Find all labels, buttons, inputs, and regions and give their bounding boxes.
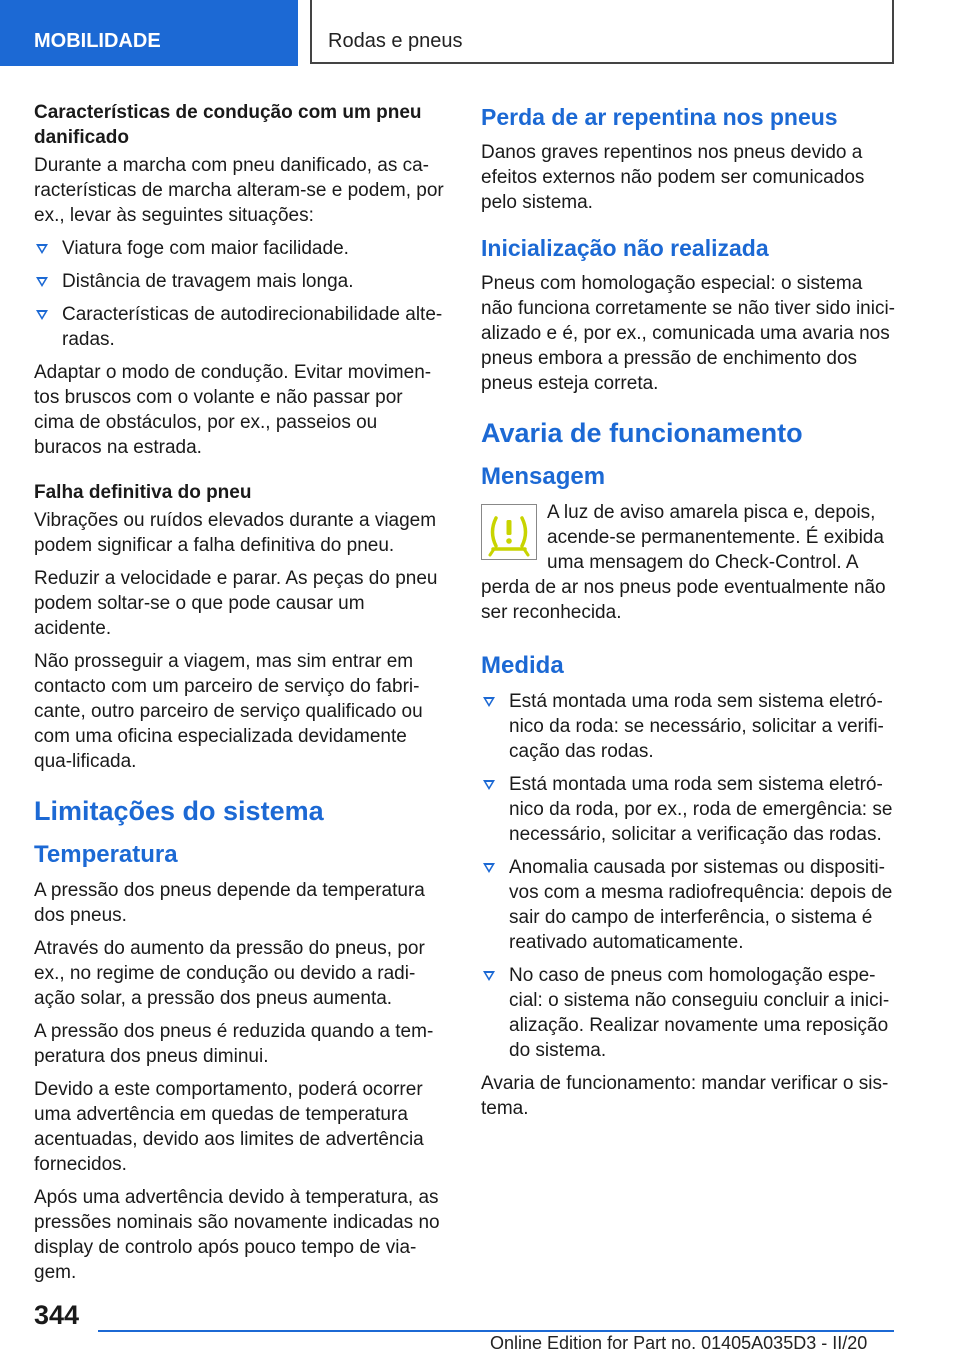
paragraph: Não prosseguir a viagem, mas sim entrar em contacto com um parceiro de serviço do fabri-cante, outro parceiro de serviço qualificado ou com uma oficina especializada devidamente qua-lificada. bbox=[34, 651, 423, 772]
list-item: Características de autodirecionabilidade alte-radas. bbox=[34, 302, 446, 352]
heading-system-limits: Limitações do sistema bbox=[34, 796, 324, 826]
heading-tire-failure: Falha definitiva do pneu bbox=[34, 482, 252, 503]
paragraph: Avaria de funcionamento: mandar verificar o sis-tema. bbox=[481, 1073, 889, 1119]
bullet-list-measure bbox=[481, 689, 895, 1063]
tire-pressure-warning-icon bbox=[481, 504, 537, 560]
paragraph: Através do aumento da pressão do pneus, por ex., no regime de condução ou devido a radi-ação solar, a pressão dos pneus aumenta. bbox=[34, 938, 425, 1009]
heading-sudden-air-loss: Perda de ar repentina nos pneus bbox=[481, 104, 838, 130]
heading-temperature: Temperatura bbox=[34, 841, 178, 868]
right-column bbox=[481, 100, 895, 1129]
bullet-triangle-icon bbox=[483, 971, 495, 981]
list-item: No caso de pneus com homologação espe-cial: o sistema não conseguiu concluir a inici-alização. Realizar novamente uma reposição do sistema. bbox=[481, 963, 895, 1063]
heading-measure: Medida bbox=[481, 652, 564, 679]
paragraph: Vibrações ou ruídos elevados durante a viagem podem significar a falha definitiva do pneu. bbox=[34, 510, 437, 556]
heading-damaged-tire: Características de condução com um pneu danificado bbox=[34, 102, 422, 148]
page-header bbox=[0, 0, 960, 66]
list-item: Distância de travagem mais longa. bbox=[34, 269, 446, 294]
list-item: Está montada uma roda sem sistema eletró-nico da roda: se necessário, solicitar a verifi-cação das rodas. bbox=[481, 689, 895, 764]
paragraph: A pressão dos pneus depende da temperatura dos pneus. bbox=[34, 880, 425, 926]
list-item: Anomalia causada por sistemas ou dispositi-vos com a mesma radiofrequência: depois de sair do campo de interferência, o sistema é reativado automaticamente. bbox=[481, 855, 895, 955]
footer-edition: Online Edition for Part no. 01405A035D3 - II/20 bbox=[490, 1333, 868, 1353]
message-block bbox=[481, 500, 895, 625]
paragraph: Adaptar o modo de condução. Evitar movimen-tos bruscos com o volante e não passar por cima de obstáculos, por ex., passeios ou buracos na estrada. bbox=[34, 362, 432, 458]
bullet-list-damaged bbox=[34, 236, 446, 352]
bullet-triangle-icon bbox=[483, 697, 495, 707]
heading-malfunction: Avaria de funcionamento bbox=[481, 418, 803, 448]
list-item: Está montada uma roda sem sistema eletró-nico da roda, por ex., roda de emergência: se necessário, solicitar a verificação das rodas. bbox=[481, 772, 895, 847]
footer-divider bbox=[98, 1330, 894, 1332]
bullet-triangle-icon bbox=[483, 780, 495, 790]
bullet-triangle-icon bbox=[483, 863, 495, 873]
paragraph: Devido a este comportamento, poderá ocorrer uma advertência em quedas de temperatura acentuadas, devido aos limites de advertência fornecidos. bbox=[34, 1079, 424, 1175]
section-tab: MOBILIDADE bbox=[0, 0, 298, 66]
heading-message: Mensagem bbox=[481, 463, 606, 490]
heading-initialization: Inicialização não realizada bbox=[481, 235, 769, 261]
paragraph: A luz de aviso amarela pisca e, depois, acende-se permanentemente. É exibida uma mensagem do Check-Control. A perda de ar nos pneus pode eventualmente não ser reconhecida. bbox=[481, 502, 886, 623]
paragraph: Após uma advertência devido à temperatura, as pressões nominais são novamente indicadas no display de controlo após pouco tempo de via-gem. bbox=[34, 1187, 440, 1283]
chapter-tab: Rodas e pneus bbox=[310, 0, 894, 64]
paragraph: Durante a marcha com pneu danificado, as ca-racterísticas de marcha alteram-se e podem, por ex., levar às seguintes situações: bbox=[34, 155, 444, 226]
bullet-triangle-icon bbox=[36, 277, 48, 287]
paragraph: Pneus com homologação especial: o sistema não funciona corretamente se não tiver sido inici-alizado e é, por ex., comunicada uma avaria nos pneus embora a pressão de enchimento dos pneus esteja correta. bbox=[481, 273, 896, 394]
left-column bbox=[34, 100, 446, 1293]
paragraph: A pressão dos pneus é reduzida quando a tem-peratura dos pneus diminui. bbox=[34, 1021, 434, 1067]
list-item: Viatura foge com maior facilidade. bbox=[34, 236, 446, 261]
bullet-triangle-icon bbox=[36, 310, 48, 320]
bullet-triangle-icon bbox=[36, 244, 48, 254]
page-number: 344 bbox=[34, 1300, 80, 1330]
paragraph: Danos graves repentinos nos pneus devido a efeitos externos não podem ser comunicados pelo sistema. bbox=[481, 142, 865, 213]
paragraph: Reduzir a velocidade e parar. As peças do pneu podem soltar-se o que pode causar um acidente. bbox=[34, 568, 438, 639]
